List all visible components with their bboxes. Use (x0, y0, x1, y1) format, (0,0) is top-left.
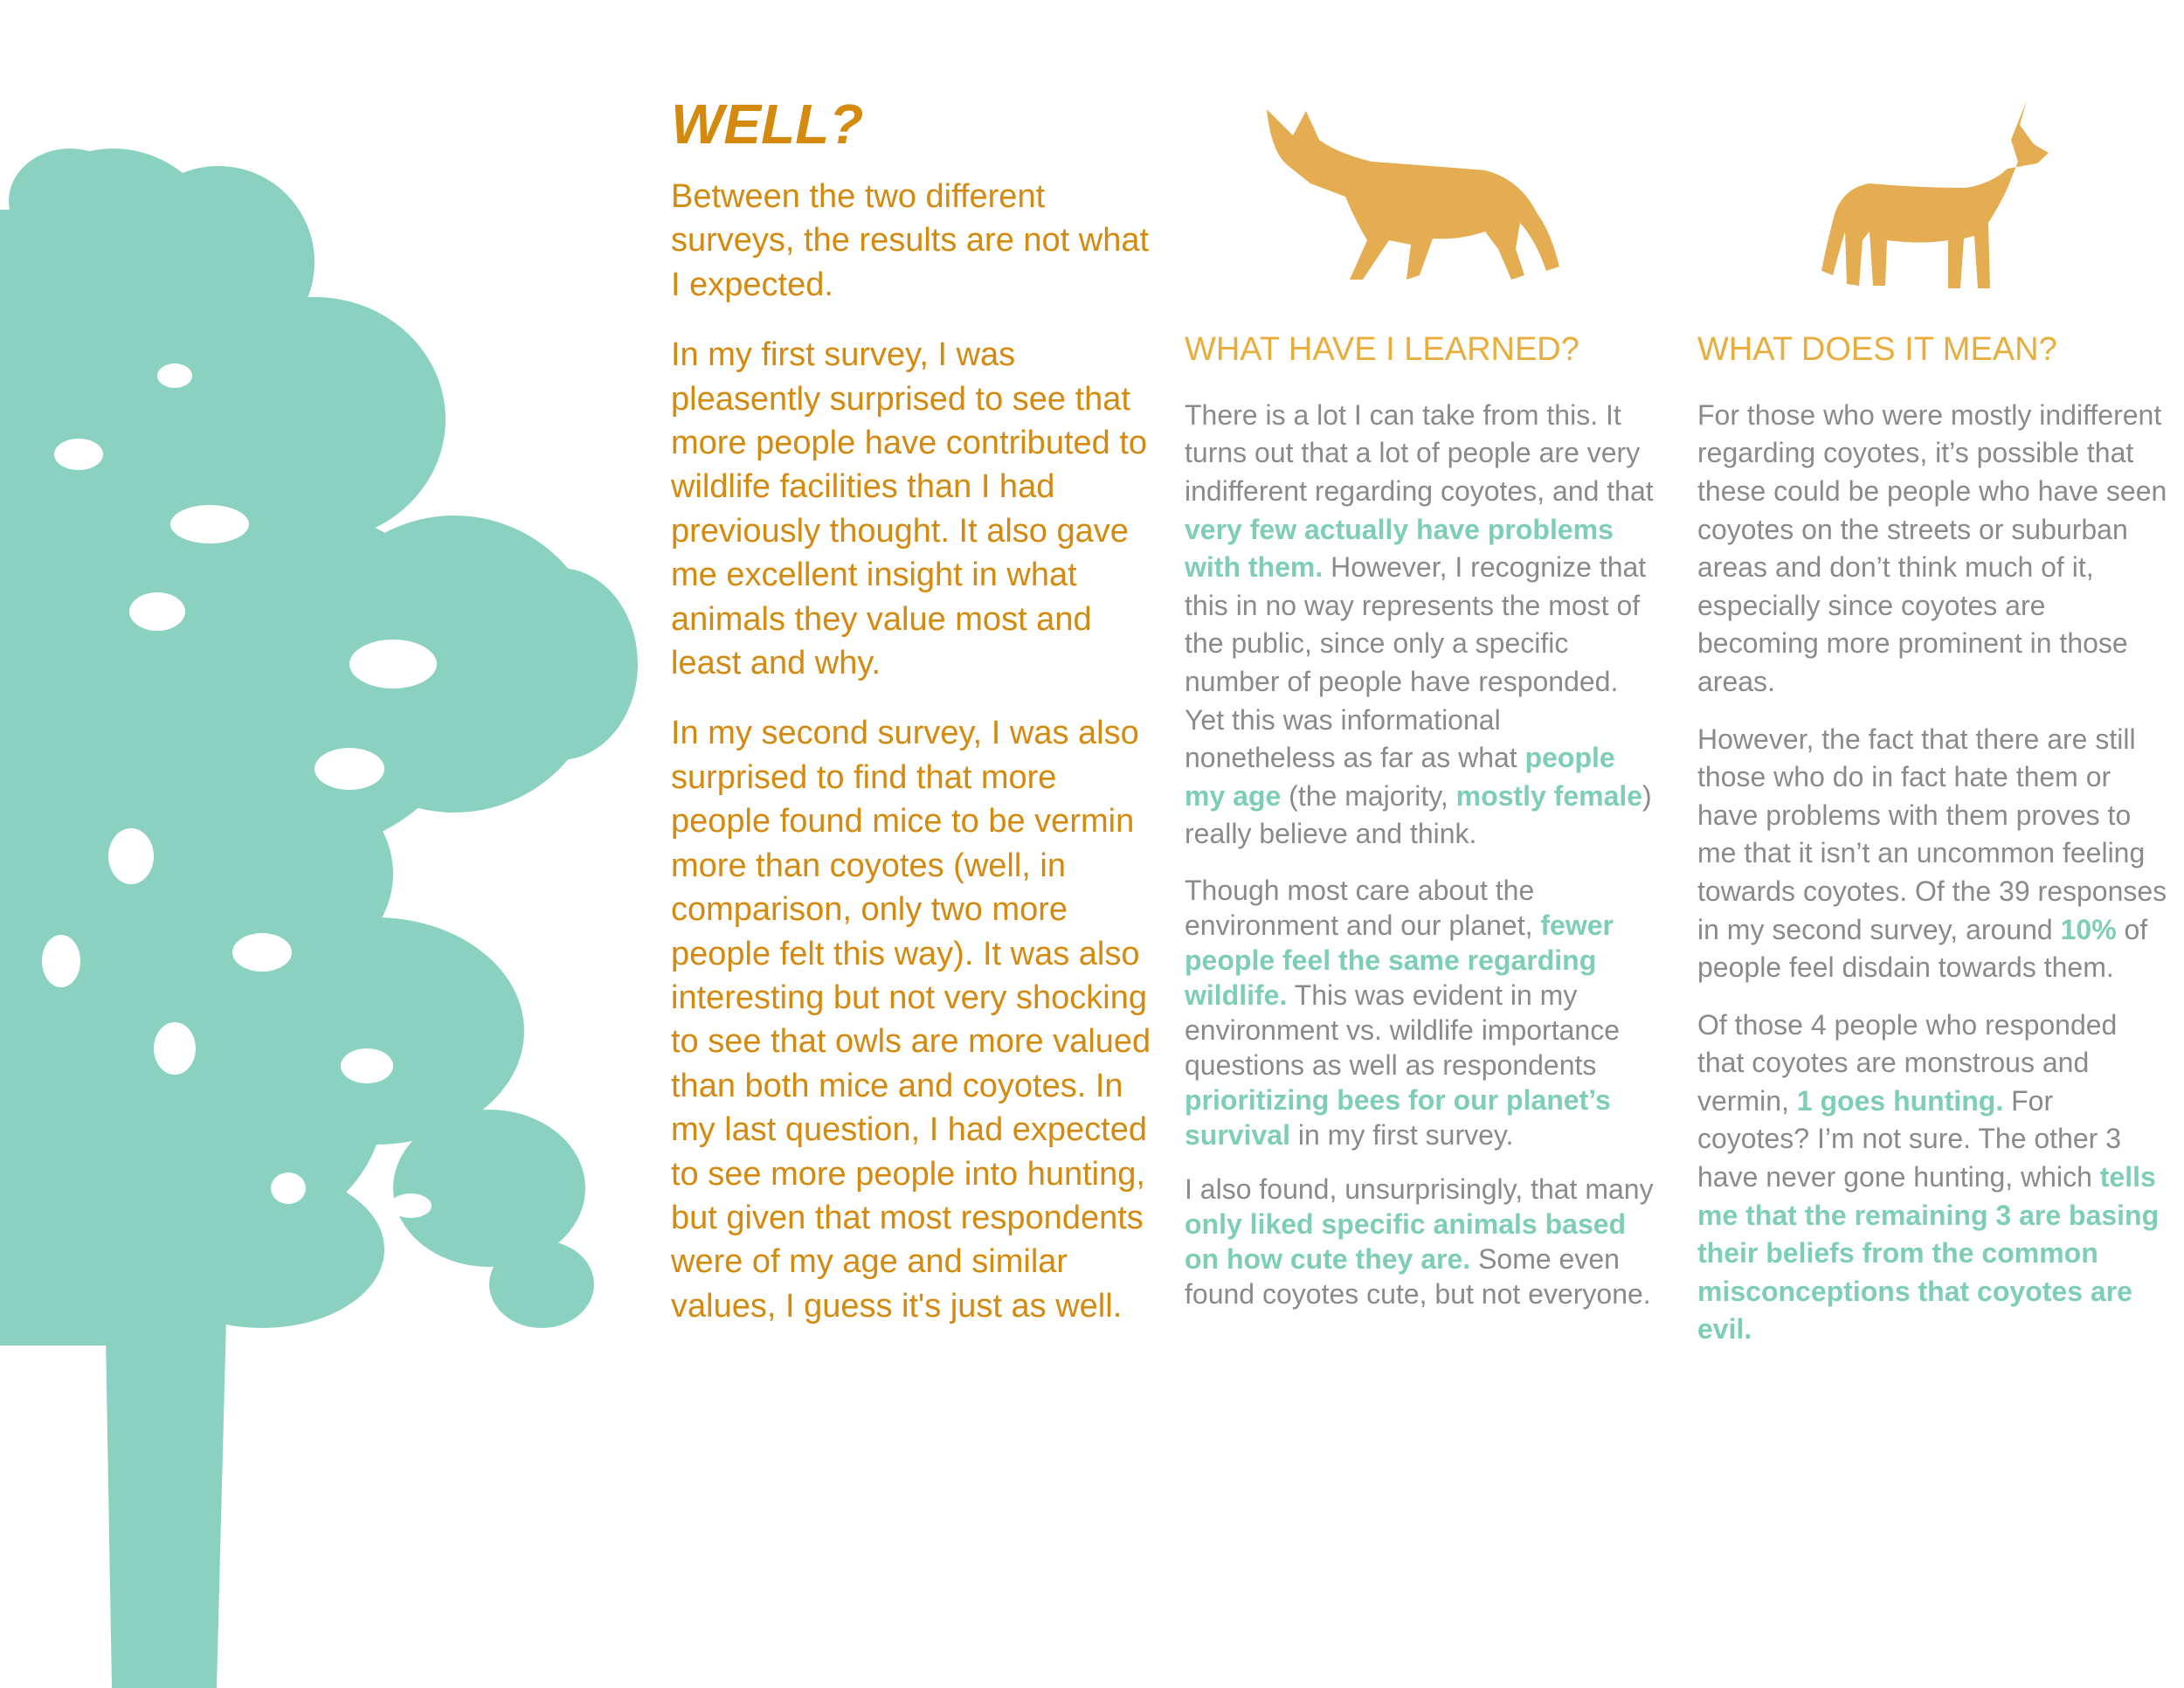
text-run: However, I recognize that this in no way represents the most of the public, since only a specific number of people have responded. Yet this was informational nonetheless as far as what (1185, 551, 1647, 774)
coyote-standing-icon (1817, 100, 2053, 297)
highlight: fewer people feel the same regarding wildlife. (1185, 909, 1614, 1011)
text-run: ) really believe and think. (1185, 779, 1652, 850)
text-run: However, the fact that there are still those who do in fact hate them or have problems with them proves to me that it isn’t an uncommon feeling towards coyotes. Of the 39 responses in my second survey, around (1697, 723, 2167, 945)
summary-paragraph-3: In my second survey, I was also surprised to find that more people found mice to be vermin more than coyotes (well, in comparison, only two more people felt this way). It was also interesting but not very shocking to see that owls are more valued than both mice and coyotes. In my last question, I had expected to see more people into hunting, but given that most respondents were of my age and similar values, I guess it's just as well. (671, 715, 1151, 1325)
text-run: Some even found coyotes cute, but not everyone. (1185, 1242, 1651, 1310)
meaning-heading: WHAT DOES IT MEAN? (1697, 331, 2057, 368)
text-run: Though most care about the environment and our planet, (1185, 874, 1541, 941)
highlight: 1 goes hunting. (1796, 1084, 2004, 1117)
page-title: WELL? (671, 93, 864, 156)
text-run: (the majority, (1281, 779, 1456, 812)
text-run: Of those 4 people who responded that coyotes are monstrous and vermin, (1697, 1008, 2118, 1117)
highlight: mostly female (1455, 779, 1643, 812)
learned-column (1185, 332, 1656, 1331)
highlight: tells me that the remaining 3 are basing their beliefs from the common misconceptions that coyotes are evil. (1697, 1161, 2160, 1346)
learned-paragraph-3 (1185, 1172, 1656, 1311)
highlight: very few actually have problems with them. (1185, 513, 1614, 584)
text-run: in my first survey. (1289, 1118, 1514, 1151)
meaning-column (1697, 332, 2169, 1368)
learned-heading: WHAT HAVE I LEARNED? (1185, 331, 1579, 368)
highlight: prioritizing bees for our planet’s survival (1185, 1083, 1611, 1151)
learned-paragraph-1 (1185, 397, 1656, 854)
text-run: I also found, unsurprisingly, that many (1185, 1173, 1654, 1205)
coyote-walking-icon (1258, 100, 1564, 293)
highlight: people my age (1185, 742, 1615, 812)
meaning-paragraph-3 (1697, 1007, 2169, 1349)
meaning-paragraph-2 (1697, 721, 2169, 987)
text-run: of people feel disdain towards them. (1697, 913, 2148, 984)
summary-paragraph-2: In my first survey, I was pleasently surprised to see that more people have contributed to wildlife facilities than I had previously thought. It also gave me excellent insight in what animals they value most and least and why. (671, 336, 1148, 682)
highlight: only liked specific animals based on how cute they are. (1185, 1207, 1627, 1275)
learned-paragraph-2 (1185, 873, 1656, 1152)
text-run: There is a lot I can take from this. It turns out that a lot of people are very indifferent regarding coyotes, and that (1185, 398, 1654, 507)
text-run: For coyotes? I’m not sure. The other 3 have never gone hunting, which (1697, 1084, 2121, 1193)
highlight: 10% (2060, 913, 2117, 945)
text-run: This was evident in my environment vs. wildlife importance questions as well as respondents (1185, 979, 1620, 1081)
tree-silhouette-icon (0, 0, 664, 1688)
meaning-paragraph-1: For those who were mostly indifferent regarding coyotes, it’s possible that these could be people who have seen coyotes on the streets or suburban areas and don’t think much of it, especially since coyotes are becoming more prominent in those areas. (1697, 398, 2167, 697)
summary-column (671, 93, 1160, 1354)
summary-paragraph-1: Between the two different surveys, the results are not what I expected. (671, 178, 1150, 303)
